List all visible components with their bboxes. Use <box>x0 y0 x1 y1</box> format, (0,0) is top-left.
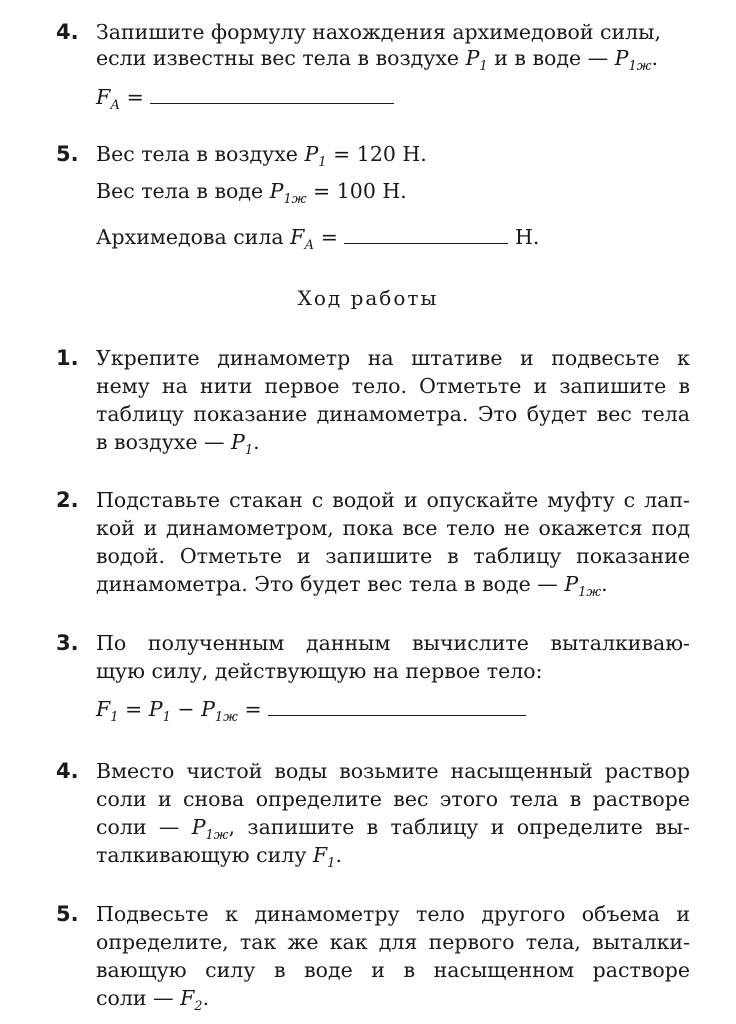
step-1-number: 1. <box>56 346 79 370</box>
question-4-number: 4. <box>56 20 79 44</box>
step-2-line: водой. Отметьте и запишите в таблицу показание <box>96 544 690 568</box>
question-4-line-2: если известны вес тела в воздухе $P_1$ и в воде — $P_{1ж}$. <box>96 46 659 74</box>
step-4-number: 4. <box>56 759 79 783</box>
step-2-line: кой и динамометром, пока все тело не окажется под <box>96 516 690 540</box>
step-5-line: вающую силу в воде и в насыщенном растворе <box>96 958 690 982</box>
step-4-line: соли и снова определите вес этого тела в растворе <box>96 787 690 811</box>
step-2-last-line: динамометра. Это будет вес тела в воде — $P_{1ж}$. <box>96 572 608 600</box>
buoyant-force-blank[interactable] <box>268 697 526 716</box>
step-5-number: 5. <box>56 902 79 926</box>
step-3-line: По полученным данным вычислите выталкиваю- <box>96 631 690 655</box>
section-heading: Ход работы <box>297 286 439 310</box>
symbol-p1: $P_1$ <box>465 46 488 74</box>
step-1-line: нему на нити первое тело. Отметьте и запишите в <box>96 374 690 398</box>
step-2-line: Подставьте стакан с водой и опускайте муфту с лап- <box>96 488 690 512</box>
step-5-last-line: соли — $F_2$. <box>96 986 210 1014</box>
archimedes-force-line: Архимедова сила $F_А = Н$. <box>96 225 540 253</box>
question-4-answer-line: $F_А$ = <box>96 85 394 109</box>
step-4-line-4: талкивающую силу $F_1$. <box>96 843 342 871</box>
step-1-last-line: в воздухе — $P_1$. <box>96 430 260 458</box>
archimedes-force-blank[interactable] <box>344 225 508 244</box>
step-5-line: Подвесьте к динамометру тело другого объема и <box>96 902 690 926</box>
step-3-formula: $F_1 = P_1 - P_{1ж}$ = <box>96 697 526 721</box>
step-3-number: 3. <box>56 631 79 655</box>
question-5-number: 5. <box>56 142 79 166</box>
symbol-p1zh: $P_{1ж}$ <box>614 46 652 74</box>
symbol-fa: $F_А$ <box>96 85 121 113</box>
step-4-line-3: соли — $P_{1ж}$, запишите в таблицу и определите вы- <box>96 815 690 843</box>
step-5-line: определите, так же как для первого тела, выталки- <box>96 930 690 954</box>
step-4-line: Вместо чистой воды возьмите насыщенный раствор <box>96 759 690 783</box>
step-1-line: Укрепите динамометр на штативе и подвесьте к <box>96 346 690 370</box>
step-3-line: щую силу, действующую на первое тело: <box>96 659 543 683</box>
fa-formula-blank[interactable] <box>150 85 394 104</box>
question-4-line-1: Запишите формулу нахождения архимедовой силы, <box>96 20 662 44</box>
step-1-line: таблицу показание динамометра. Это будет вес тела <box>96 402 690 426</box>
weight-in-air-line: Вес тела в воздухе $P_1 = 120$ Н. <box>96 142 427 170</box>
weight-in-water-line: Вес тела в воде $P_{1ж} = 100$ Н. <box>96 179 407 207</box>
step-2-number: 2. <box>56 488 79 512</box>
